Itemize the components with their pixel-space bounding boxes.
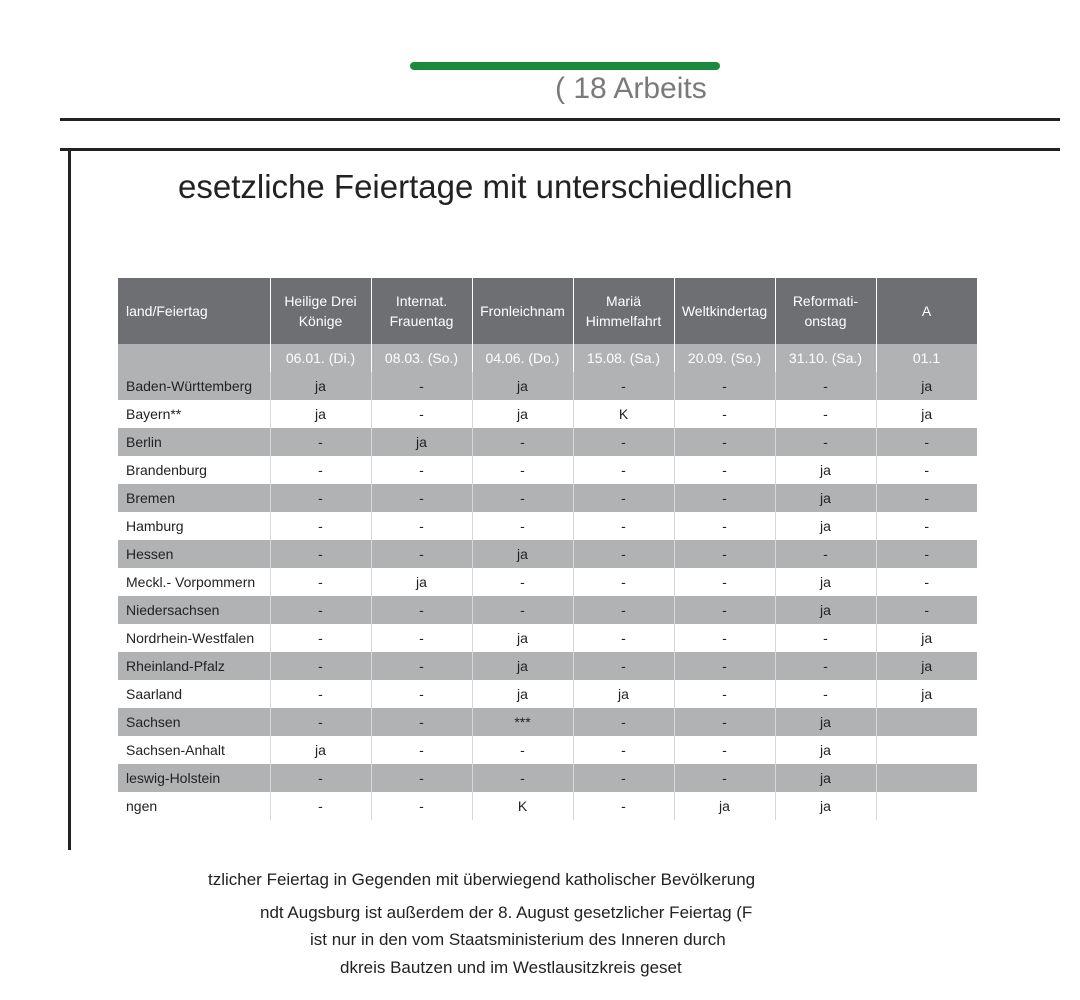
state-cell: Sachsen-Anhalt	[118, 736, 270, 764]
value-cell: -	[371, 372, 472, 400]
value-cell: ja	[573, 680, 674, 708]
column-header: Internat. Frauentag	[371, 278, 472, 344]
table-row	[118, 400, 977, 428]
value-cell: ja	[472, 680, 573, 708]
value-cell: -	[371, 596, 472, 624]
footnote-3: ist nur in den vom Staatsministerium des Inneren durch	[310, 930, 726, 949]
state-cell: Meckl.- Vorpommern	[118, 568, 270, 596]
value-cell: ja	[775, 736, 876, 764]
divider-line	[60, 148, 1060, 151]
value-cell: -	[270, 708, 371, 736]
value-cell: -	[270, 652, 371, 680]
value-cell	[876, 708, 977, 736]
value-cell: -	[573, 764, 674, 792]
state-cell: Berlin	[118, 428, 270, 456]
value-cell: -	[573, 456, 674, 484]
column-header: Heilige Drei Könige	[270, 278, 371, 344]
date-cell: 06.01. (Di.)	[270, 344, 371, 372]
table-row	[118, 540, 977, 568]
value-cell: -	[674, 680, 775, 708]
value-cell: -	[775, 372, 876, 400]
value-cell: -	[371, 652, 472, 680]
column-header: Fronleichnam	[472, 278, 573, 344]
value-cell: -	[876, 428, 977, 456]
page-title: esetzliche Feiertage mit unterschiedlichen	[178, 168, 793, 205]
value-cell: -	[775, 680, 876, 708]
value-cell: -	[573, 652, 674, 680]
state-cell: leswig-Holstein	[118, 764, 270, 792]
value-cell: ja	[674, 792, 775, 820]
value-cell: ja	[775, 484, 876, 512]
divider-line	[60, 118, 1060, 121]
value-cell: -	[674, 372, 775, 400]
footnote-2: ndt Augsburg ist außerdem der 8. August gesetzlicher Feiertag (F	[260, 903, 753, 922]
value-cell: ja	[775, 568, 876, 596]
value-cell	[876, 792, 977, 820]
value-cell: -	[573, 484, 674, 512]
value-cell: ja	[472, 372, 573, 400]
value-cell: -	[775, 624, 876, 652]
value-cell: ja	[775, 708, 876, 736]
value-cell: -	[674, 652, 775, 680]
value-cell: -	[270, 764, 371, 792]
green-header-bar	[410, 62, 720, 70]
state-cell: Nordrhein-Westfalen	[118, 624, 270, 652]
date-cell: 08.03. (So.)	[371, 344, 472, 372]
value-cell: -	[573, 792, 674, 820]
state-cell: Saarland	[118, 680, 270, 708]
value-cell: -	[775, 540, 876, 568]
value-cell: -	[270, 624, 371, 652]
table-row	[118, 428, 977, 456]
value-cell: -	[674, 568, 775, 596]
table-row	[118, 736, 977, 764]
column-header: Mariä Himmelfahrt	[573, 278, 674, 344]
table-row	[118, 568, 977, 596]
table-row	[118, 708, 977, 736]
date-cell: 01.1	[876, 344, 977, 372]
state-cell: Bayern**	[118, 400, 270, 428]
value-cell: -	[573, 624, 674, 652]
value-cell: -	[270, 568, 371, 596]
value-cell: ja	[775, 764, 876, 792]
value-cell: -	[371, 764, 472, 792]
value-cell: -	[876, 456, 977, 484]
value-cell: ja	[775, 512, 876, 540]
value-cell: -	[270, 484, 371, 512]
value-cell: -	[674, 456, 775, 484]
table-row	[118, 596, 977, 624]
date-cell: 20.09. (So.)	[674, 344, 775, 372]
value-cell: ja	[270, 736, 371, 764]
value-cell	[876, 764, 977, 792]
state-cell: Niedersachsen	[118, 596, 270, 624]
value-cell: ja	[876, 652, 977, 680]
value-cell: -	[371, 736, 472, 764]
value-cell: -	[573, 512, 674, 540]
value-cell: ja	[472, 624, 573, 652]
value-cell: -	[876, 540, 977, 568]
value-cell: -	[270, 680, 371, 708]
value-cell: -	[876, 484, 977, 512]
value-cell: ja	[371, 428, 472, 456]
value-cell: -	[371, 680, 472, 708]
holiday-table	[118, 278, 978, 820]
value-cell: -	[371, 792, 472, 820]
value-cell: -	[674, 540, 775, 568]
value-cell: -	[573, 736, 674, 764]
date-cell-empty	[118, 344, 270, 372]
value-cell: ja	[876, 624, 977, 652]
table-row	[118, 456, 977, 484]
value-cell: ***	[472, 708, 573, 736]
table-row	[118, 372, 977, 400]
value-cell	[876, 736, 977, 764]
value-cell: -	[371, 624, 472, 652]
table-row	[118, 652, 977, 680]
state-cell: Bremen	[118, 484, 270, 512]
value-cell: ja	[775, 596, 876, 624]
value-cell: -	[573, 428, 674, 456]
value-cell: ja	[876, 400, 977, 428]
value-cell: -	[674, 428, 775, 456]
value-cell: ja	[371, 568, 472, 596]
value-cell: -	[775, 652, 876, 680]
value-cell: -	[270, 792, 371, 820]
state-cell: Hessen	[118, 540, 270, 568]
value-cell: -	[371, 484, 472, 512]
value-cell: -	[876, 596, 977, 624]
value-cell: -	[371, 400, 472, 428]
value-cell: -	[775, 400, 876, 428]
value-cell: -	[270, 512, 371, 540]
state-cell: Baden-Württemberg	[118, 372, 270, 400]
table-row	[118, 680, 977, 708]
value-cell: -	[573, 596, 674, 624]
table-body	[118, 372, 977, 820]
value-cell: -	[674, 736, 775, 764]
value-cell: -	[270, 540, 371, 568]
value-cell: -	[674, 512, 775, 540]
value-cell: -	[270, 596, 371, 624]
value-cell: ja	[775, 792, 876, 820]
value-cell: ja	[472, 400, 573, 428]
value-cell: -	[371, 456, 472, 484]
value-cell: -	[270, 456, 371, 484]
date-row	[118, 344, 977, 372]
footnote-1: tzlicher Feiertag in Gegenden mit überwiegend katholischer Bevölkerung	[208, 870, 756, 889]
footnote-4: dkreis Bautzen und im Westlausitzkreis geset	[340, 958, 682, 977]
value-cell: ja	[472, 652, 573, 680]
state-cell: Brandenburg	[118, 456, 270, 484]
value-cell: ja	[270, 400, 371, 428]
date-cell: 04.06. (Do.)	[472, 344, 573, 372]
value-cell: -	[876, 512, 977, 540]
table-row	[118, 624, 977, 652]
value-cell: -	[674, 764, 775, 792]
value-cell: -	[674, 484, 775, 512]
state-cell: ngen	[118, 792, 270, 820]
value-cell: -	[270, 428, 371, 456]
column-header: Weltkindertag	[674, 278, 775, 344]
column-header: Reformati-onstag	[775, 278, 876, 344]
value-cell: -	[472, 596, 573, 624]
value-cell: -	[472, 512, 573, 540]
value-cell: -	[876, 568, 977, 596]
column-header-state: land/Feiertag	[118, 278, 270, 344]
table-row	[118, 764, 977, 792]
date-cell: 31.10. (Sa.)	[775, 344, 876, 372]
value-cell: -	[472, 456, 573, 484]
value-cell: -	[371, 540, 472, 568]
value-cell: -	[472, 484, 573, 512]
value-cell: -	[573, 540, 674, 568]
table-row	[118, 484, 977, 512]
value-cell: -	[472, 568, 573, 596]
value-cell: ja	[472, 540, 573, 568]
state-cell: Sachsen	[118, 708, 270, 736]
value-cell: -	[472, 428, 573, 456]
value-cell: K	[472, 792, 573, 820]
value-cell: -	[472, 736, 573, 764]
value-cell: -	[674, 596, 775, 624]
table-frame-line	[68, 150, 71, 850]
value-cell: -	[573, 568, 674, 596]
state-cell: Hamburg	[118, 512, 270, 540]
value-cell: -	[573, 708, 674, 736]
value-cell: -	[472, 764, 573, 792]
value-cell: -	[573, 372, 674, 400]
value-cell: -	[674, 708, 775, 736]
table-row	[118, 512, 977, 540]
value-cell: -	[674, 624, 775, 652]
date-cell: 15.08. (Sa.)	[573, 344, 674, 372]
value-cell: ja	[876, 372, 977, 400]
value-cell: -	[371, 512, 472, 540]
value-cell: -	[674, 400, 775, 428]
value-cell: -	[371, 708, 472, 736]
state-cell: Rheinland-Pfalz	[118, 652, 270, 680]
value-cell: -	[775, 428, 876, 456]
value-cell: ja	[876, 680, 977, 708]
value-cell: K	[573, 400, 674, 428]
header-row	[118, 278, 977, 344]
value-cell: ja	[775, 456, 876, 484]
subtitle: ( 18 Arbeits	[555, 72, 707, 105]
column-header: A	[876, 278, 977, 344]
table-row	[118, 792, 977, 820]
value-cell: ja	[270, 372, 371, 400]
magnifier-lens	[50, 55, 945, 977]
